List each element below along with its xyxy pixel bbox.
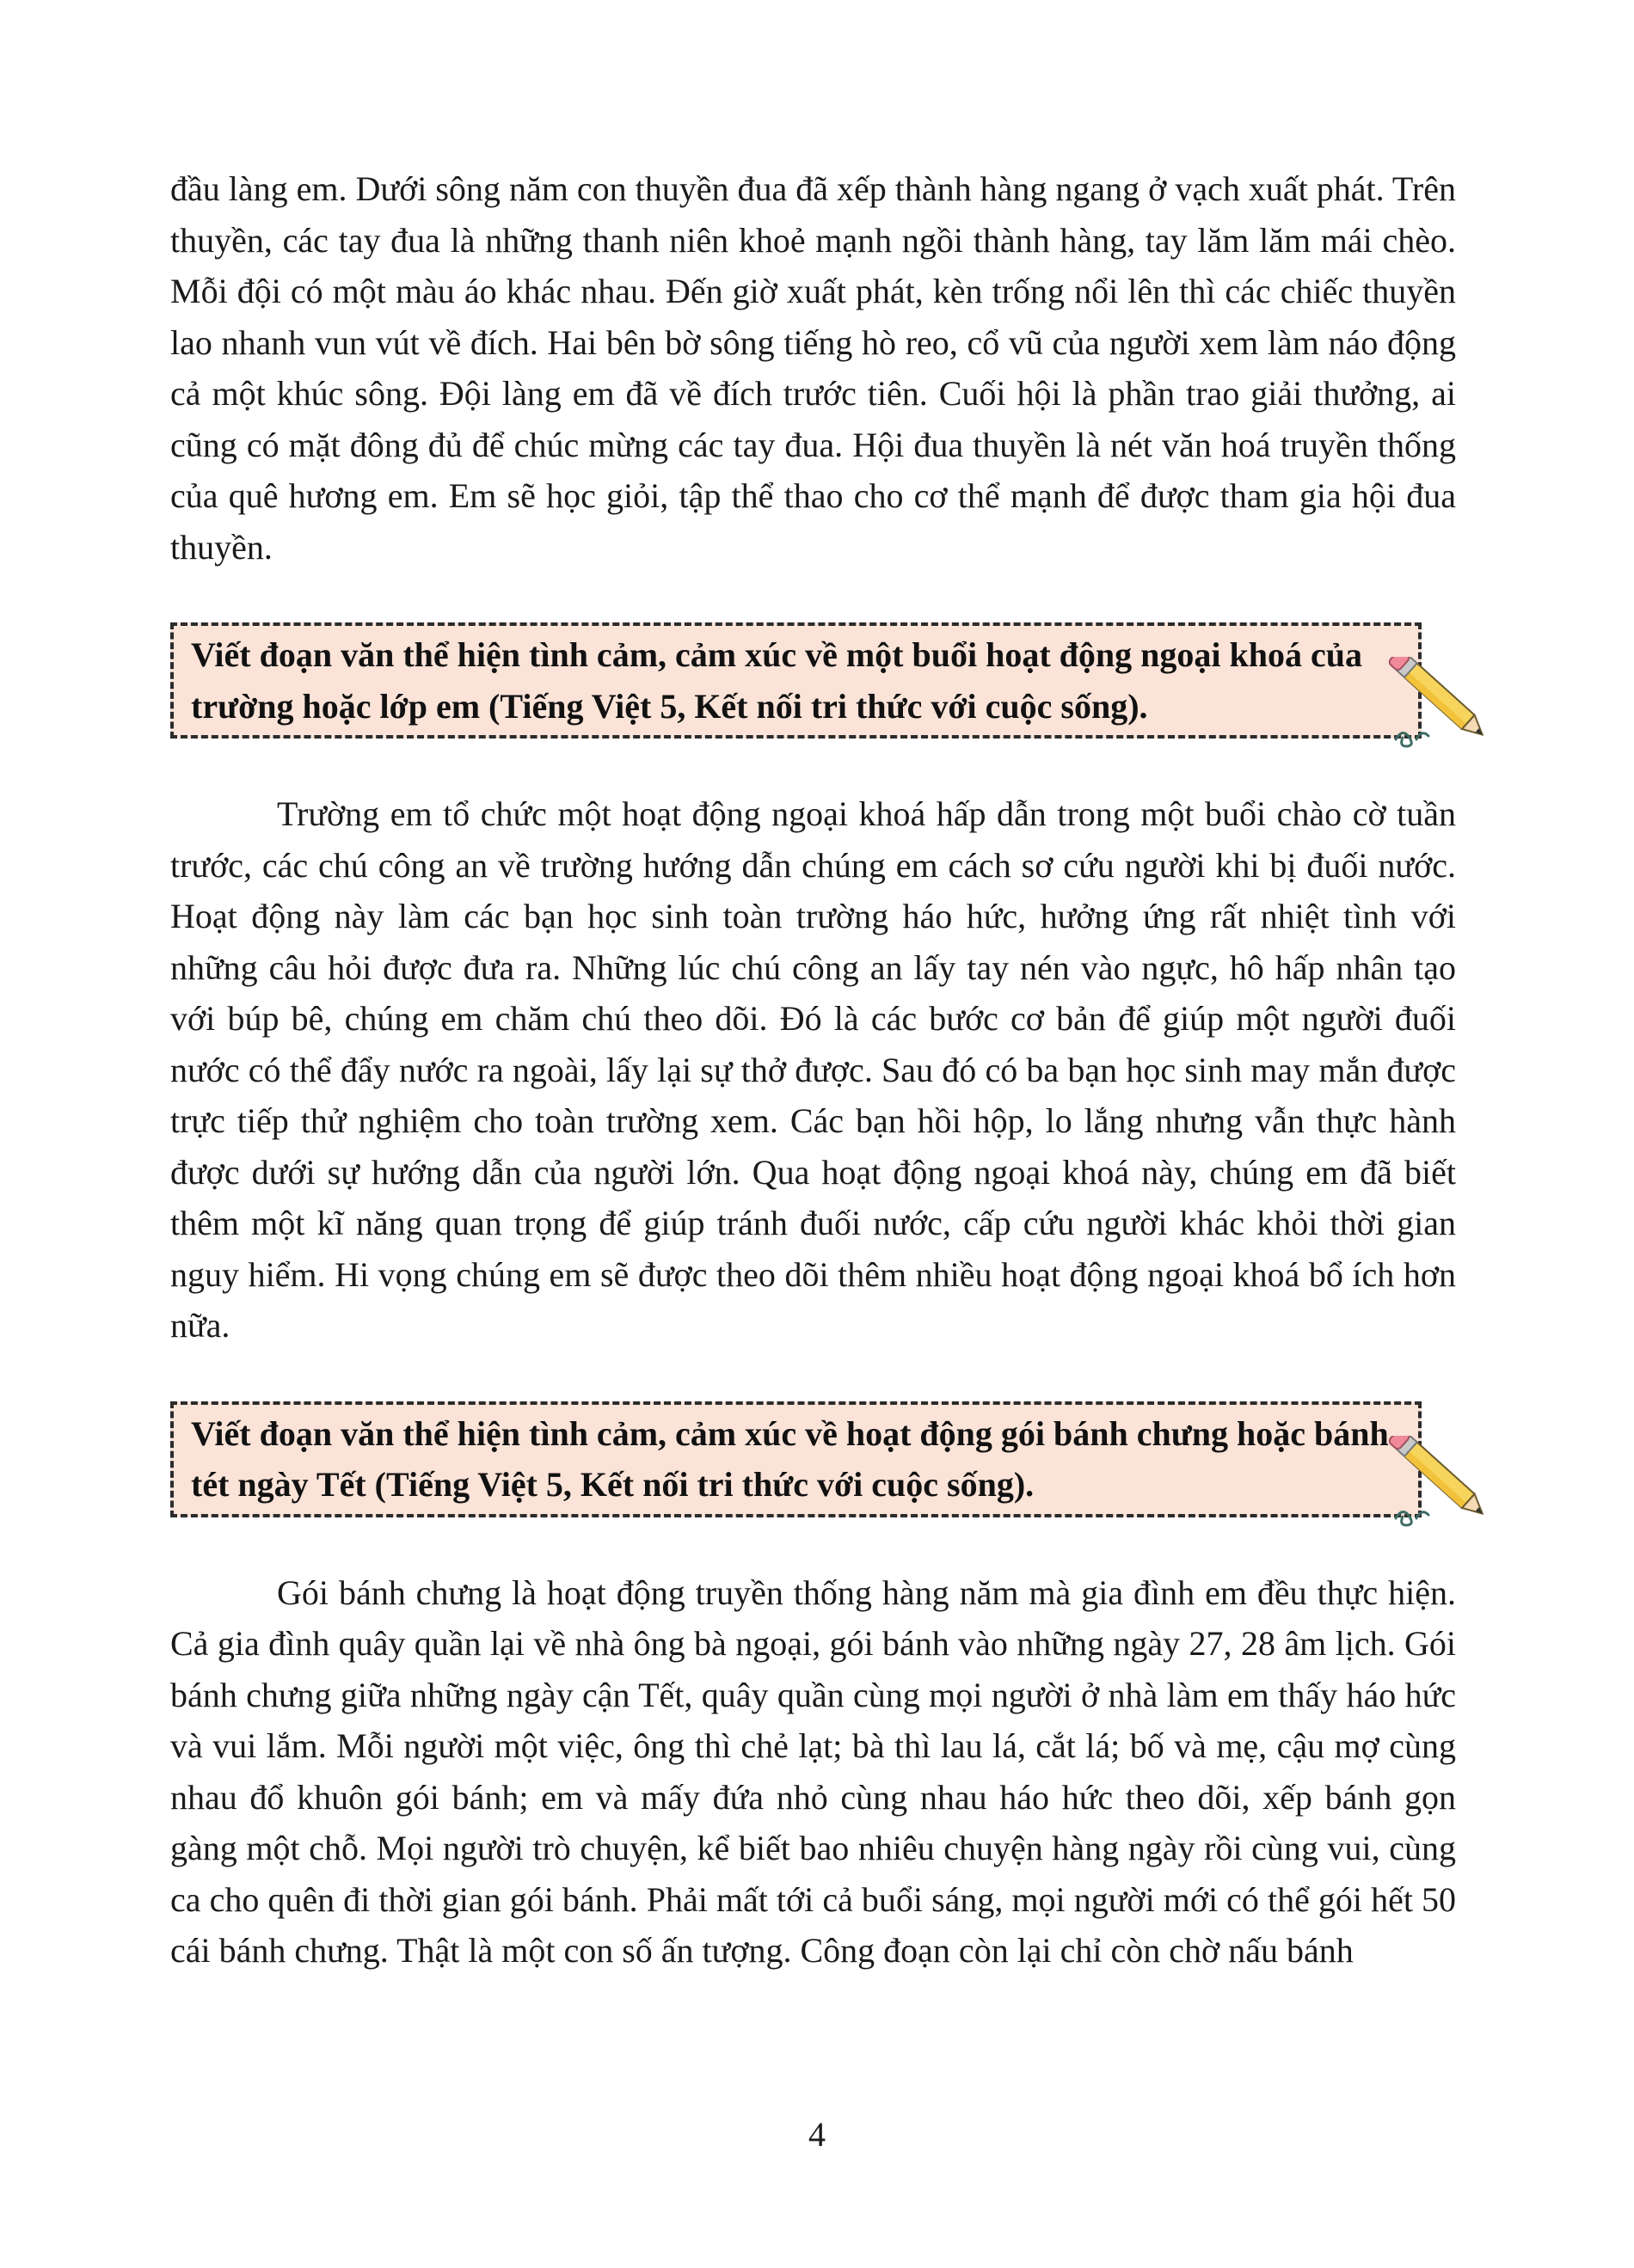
pencil-icon — [1387, 657, 1499, 760]
task-block-1 — [170, 622, 1456, 739]
pencil-icon — [1387, 1436, 1499, 1539]
task-box — [170, 1401, 1422, 1517]
task-prompt: Viết đoạn văn thể hiện tình cảm, cảm xúc về hoạt động gói bánh chưng hoặc bánh tét ngày Tết (Tiếng Việt 5, Kết nối tri thức với cuộc sống). — [191, 1413, 1389, 1504]
document-body — [170, 163, 1456, 1977]
paragraph-boat-race: đầu làng em. Dưới sông năm con thuyền đua đã xếp thành hàng ngang ở vạch xuất phát. Trên thuyền, các tay đua là những thanh niên khoẻ mạnh ngồi thành hàng, tay lăm lăm mái chèo. Mỗi đội có một màu áo khác nhau. Đến giờ xuất phát, kèn trống nổi lên thì các chiếc thuyền lao nhanh vun vút về đích. Hai bên bờ sông tiếng hò reo, cổ vũ của người xem làm náo động cả một khúc sông. Đội làng em đã về đích trước tiên. Cuối hội là phần trao giải thưởng, ai cũng có mặt đông đủ để chúc mừng các tay đua. Hội đua thuyền là nét văn hoá truyền thống của quê hương em. Em sẽ học giỏi, tập thể thao cho cơ thể mạnh để được tham gia hội đua thuyền. — [170, 169, 1456, 567]
task-block-2 — [170, 1401, 1456, 1517]
task-prompt: Viết đoạn văn thể hiện tình cảm, cảm xúc về một buổi hoạt động ngoại khoá của trường hoặc lớp em (Tiếng Việt 5, Kết nối tri thức với cuộc sống). — [191, 635, 1362, 726]
paragraph-banh-chung: Gói bánh chưng là hoạt động truyền thống hàng năm mà gia đình em đều thực hiện. Cả gia đình quây quần lại về nhà ông bà ngoại, gói bánh vào những ngày 27, 28 âm lịch. Gói bánh chưng giữa những ngày cận Tết, quây quần cùng mọi người ở nhà làm em thấy háo hức và vui lắm. Mỗi người một việc, ông thì chẻ lạt; bà thì lau lá, cắt lá; bố và mẹ, cậu mợ cùng nhau đổ khuôn gói bánh; em và mấy đứa nhỏ cùng nhau háo hức theo dõi, xếp bánh gọn gàng một chỗ. Mọi người trò chuyện, kể biết bao nhiêu chuyện hàng ngày rồi cùng vui, cùng ca cho quên đi thời gian gói bánh. Phải mất tới cả buổi sáng, mọi người mới có thể gói hết 50 cái bánh chưng. Thật là một con số ấn tượng. Công đoạn còn lại chỉ còn chờ nấu bánh — [170, 1572, 1456, 1970]
paragraph-extracurricular: Trường em tổ chức một hoạt động ngoại khoá hấp dẫn trong một buổi chào cờ tuần trước, các chú công an về trường hướng dẫn chúng em cách sơ cứu người khi bị đuối nước. Hoạt động này làm các bạn học sinh toàn trường háo hức, hưởng ứng rất nhiệt tình với những câu hỏi được đưa ra. Những lúc chú công an lấy tay nén vào ngực, hô hấp nhân tạo với búp bê, chúng em chăm chú theo dõi. Đó là các bước cơ bản để giúp một người đuối nước có thể đẩy nước ra ngoài, lấy lại sự thở được. Sau đó có ba bạn học sinh may mắn được trực tiếp thử nghiệm cho toàn trường xem. Các bạn hồi hộp, lo lắng nhưng vẫn thực hành được dưới sự hướng dẫn của người lớn. Qua hoạt động ngoại khoá này, chúng em đã biết thêm một kĩ năng quan trọng để giúp tránh đuối nước, cấp cứu người khác khỏi thời gian nguy hiểm. Hi vọng chúng em sẽ được theo dõi thêm nhiều hoạt động ngoại khoá bổ ích hơn nữa. — [170, 794, 1456, 1345]
task-box — [170, 622, 1422, 739]
page-number: 4 — [808, 2115, 826, 2154]
